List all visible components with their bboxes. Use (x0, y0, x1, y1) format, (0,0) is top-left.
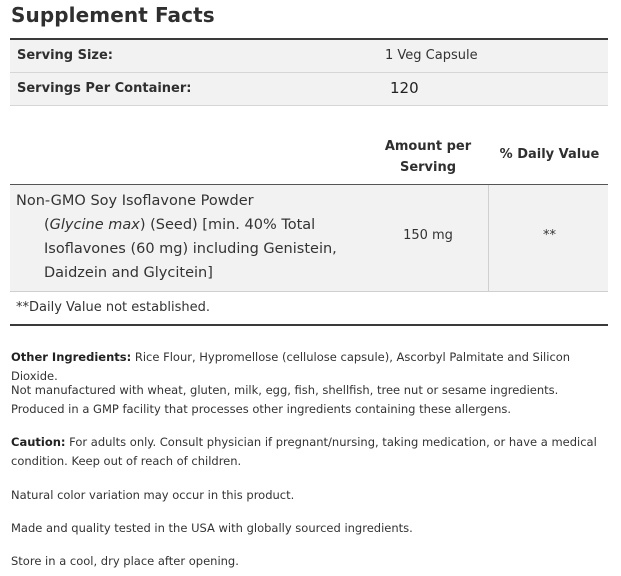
serving-size-value: 1 Veg Capsule (385, 48, 478, 63)
color-variation-note: Natural color variation may occur in this product. (11, 488, 295, 502)
latin-name: Glycine max (49, 217, 140, 233)
serving-size-row (10, 40, 608, 73)
serving-size-label: Serving Size: (17, 48, 114, 63)
column-header-row (10, 106, 608, 185)
ingredient-amount: 150 mg (403, 228, 453, 243)
caution-text: For adults only. Consult physician if pregnant/nursing, taking medication, or have a medical condition. Keep out of reach of children. (11, 435, 597, 468)
column-divider (488, 185, 489, 291)
allergen-statement: Not manufactured with wheat, gluten, milk, egg, fish, shellfish, tree nut or sesame ingredients. Produced in a GMP facility that processes other ingredients containing these allergens. (11, 383, 559, 416)
ingredient-detail (44, 213, 364, 285)
caution-label: Caution: (11, 435, 66, 449)
caution-statement (11, 433, 611, 471)
ingredient-row (10, 185, 608, 292)
supplement-facts-table (10, 38, 608, 326)
made-in-usa-note: Made and quality tested in the USA with globally sourced ingredients. (11, 521, 413, 535)
ingredient-daily-value: ** (543, 228, 556, 243)
servings-per-container-value: 120 (390, 79, 419, 97)
page-title: Supplement Facts (11, 3, 215, 27)
servings-per-container-label: Servings Per Container: (17, 81, 192, 96)
ingredient-detail-text: ) (Seed) [min. 40% Total Isoflavones (60 mg) including Genistein, Daidzein and Glycitein] (44, 217, 337, 281)
daily-value-header: % Daily Value (499, 147, 600, 162)
servings-per-container-row (10, 73, 608, 106)
other-ingredients-label: Other Ingredients: (11, 350, 132, 364)
ingredient-name: Non-GMO Soy Isoflavone Powder (16, 193, 254, 209)
paren-open: ( (44, 217, 50, 233)
amount-header-line1: Amount per (384, 139, 472, 154)
other-ingredients-text: Rice Flour, Hypromellose (cellulose capsule), Ascorbyl Palmitate and Silicon Dioxide. (11, 350, 571, 383)
amount-header-line2: Serving (399, 160, 457, 175)
daily-value-footnote: **Daily Value not established. (16, 300, 210, 315)
amount-per-serving-header (380, 136, 476, 178)
footnote-row (10, 292, 608, 326)
storage-note: Store in a cool, dry place after opening. (11, 554, 239, 568)
